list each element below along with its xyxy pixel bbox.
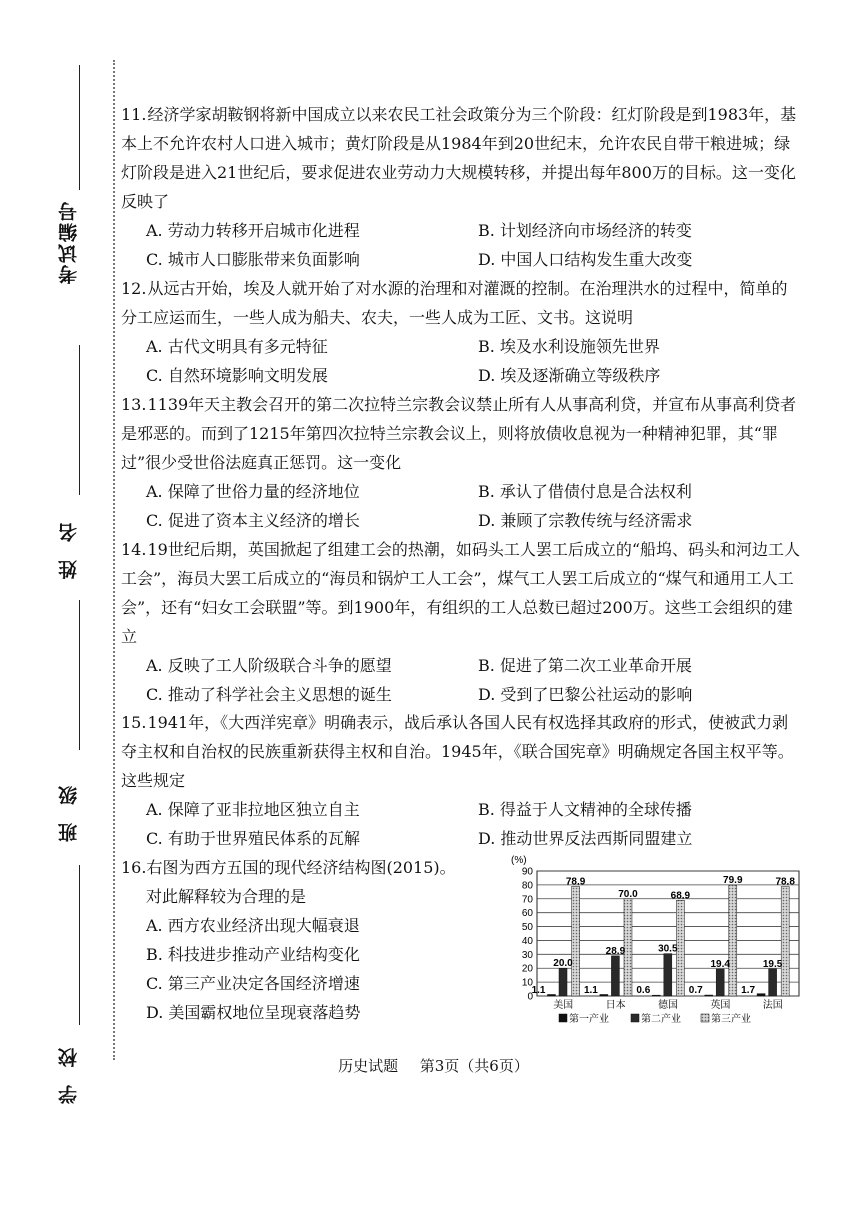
option-c[interactable]: C. 推动了科学社会主义思想的诞生 [146, 685, 392, 704]
name-label: 姓名 [58, 505, 80, 579]
option-d[interactable]: D. 美国霸权地位呈现衰落趋势 [146, 1003, 361, 1022]
name-line [79, 345, 80, 495]
option-a[interactable]: A. 反映了工人阶级联合斗争的愿望 [146, 656, 392, 675]
bar-第一产业-德国 [652, 995, 660, 996]
bar-第二产业-德国 [664, 954, 672, 996]
page-number: 第3页（共6页） [419, 1057, 529, 1075]
economy-structure-chart [503, 851, 803, 1033]
option-c[interactable]: C. 有助于世界殖民体系的瓦解 [146, 829, 360, 848]
data-label: 0.6 [636, 985, 651, 996]
chart-svg [503, 851, 803, 1033]
option-a[interactable]: A. 保障了世俗力量的经济地位 [146, 482, 360, 501]
options [121, 216, 801, 274]
data-label: 19.4 [710, 959, 730, 971]
binding-margin [0, 0, 115, 1227]
exam-no-line [79, 65, 80, 190]
bar-第三产业-法国 [781, 887, 789, 996]
y-tick-label: 70 [521, 894, 533, 906]
y-tick-label: 50 [521, 922, 533, 934]
class-line [79, 600, 80, 750]
seal-line [113, 60, 115, 1060]
data-label: 78.8 [775, 876, 795, 888]
question-11 [121, 100, 801, 274]
data-label: 78.9 [565, 876, 586, 888]
options [121, 795, 801, 853]
category-label: 法国 [762, 1000, 783, 1011]
question-stem: 14.19世纪后期，英国掀起了组建工会的热潮，如码头工人罢工后成立的“船坞、码头和河边工人工会”，海员大罢工后成立的“海员和锅炉工人工会”，煤气工人罢工后成立的“煤气和通用工人工会”，还有“妇女工会联盟”等。到1900年，有组织的工人总数已超过200万。这些工会组织的建立 [121, 540, 800, 646]
question-15 [121, 708, 801, 853]
bar-第二产业-英国 [716, 969, 724, 996]
bar-第三产业-美国 [572, 886, 580, 996]
data-label: 20.0 [553, 958, 573, 970]
options [121, 651, 801, 709]
category-label: 英国 [710, 1000, 731, 1011]
option-d[interactable]: D. 推动世界反法西斯同盟建立 [478, 829, 693, 848]
bar-第二产业-法国 [769, 969, 777, 996]
data-label: 68.9 [670, 890, 691, 902]
options [121, 477, 801, 535]
question-stem-continued: 对此解释较为合理的是 [146, 887, 307, 906]
legend-label: 第二产业 [641, 1014, 681, 1025]
data-label: 1.1 [583, 985, 598, 996]
bar-第一产业-法国 [757, 994, 765, 996]
option-b[interactable]: B. 促进了第二次工业革命开展 [478, 656, 692, 675]
bar-第一产业-英国 [705, 995, 713, 996]
school-label: 学校 [58, 1030, 80, 1104]
bar-第二产业-日本 [611, 956, 619, 996]
option-a[interactable]: A. 西方农业经济出现大幅衰退 [146, 916, 360, 935]
question-12 [121, 274, 801, 390]
category-label: 日本 [605, 1000, 626, 1011]
option-c[interactable]: C. 促进了资本主义经济的增长 [146, 511, 360, 530]
class-label: 班级 [58, 768, 80, 842]
option-c[interactable]: C. 第三产业决定各国经济增速 [146, 974, 360, 993]
legend-swatch [631, 1014, 639, 1022]
page-footer [0, 1055, 867, 1076]
options [121, 332, 801, 390]
category-label: 德国 [658, 1000, 678, 1011]
y-tick-label: 0 [527, 991, 533, 1003]
exam-no-label: 考试编号 [58, 200, 80, 284]
option-d[interactable]: D. 中国人口结构发生重大改变 [478, 250, 693, 269]
bar-第一产业-美国 [547, 994, 555, 996]
question-stem: 16.右图为西方五国的现代经济结构图(2015)。 [121, 858, 456, 877]
option-b[interactable]: B. 科技进步推动产业结构变化 [146, 945, 360, 964]
subject-label: 历史试题 [338, 1057, 399, 1075]
y-tick-label: 80 [521, 880, 533, 892]
question-stem: 12.从远古开始，埃及人就开始了对水源的治理和对灌溉的控制。在治理洪水的过程中，简单的分工应运而生，一些人成为船夫、农夫，一些人成为工匠、文书。这说明 [121, 279, 788, 327]
y-tick-label: 20 [521, 963, 533, 975]
category-label: 美国 [553, 1000, 574, 1011]
bar-第二产业-美国 [559, 968, 567, 996]
option-d[interactable]: D. 受到了巴黎公社运动的影响 [478, 685, 693, 704]
option-b[interactable]: B. 得益于人文精神的全球传播 [478, 800, 692, 819]
question-stem: 11.经济学家胡鞍钢将新中国成立以来农民工社会政策分为三个阶段：红灯阶段是到1983年，基本上不允许农村人口进入城市；黄灯阶段是从1984年到20世纪末，允许农民自带干粮进城；绿灯阶段是进入21世纪后，要求促进农业劳动力大规模转移，并提出每年800万的目标。这一变化反映了 [121, 105, 797, 211]
y-tick-label: 90 [521, 866, 533, 878]
chart-unit-label: (%) [511, 855, 527, 866]
option-c[interactable]: C. 城市人口膨胀带来负面影响 [146, 250, 360, 269]
y-tick-label: 60 [521, 908, 533, 920]
option-a[interactable]: A. 古代文明具有多元特征 [146, 337, 328, 356]
question-stem: 13.1139年天主教会召开的第二次拉特兰宗教会议禁止所有人从事高利贷，并宣布从事高利贷者是邪恶的。而到了1215年第四次拉特兰宗教会议上，则将放债收息视为一种精神犯罪，其“罪过”很少受世俗法庭真正惩罚。这一变化 [121, 395, 797, 472]
bar-第三产业-德国 [676, 900, 684, 996]
legend-label: 第三产业 [711, 1014, 751, 1025]
data-label: 1.7 [741, 985, 756, 996]
option-b[interactable]: B. 计划经济向市场经济的转变 [478, 221, 692, 240]
school-line [79, 865, 80, 1025]
bar-第三产业-日本 [624, 899, 632, 996]
data-label: 28.9 [605, 945, 626, 957]
data-label: 1.1 [531, 985, 546, 996]
y-tick-label: 30 [521, 949, 533, 961]
data-label: 30.5 [658, 943, 678, 955]
question-13 [121, 390, 801, 535]
legend-label: 第一产业 [569, 1014, 609, 1025]
y-tick-label: 10 [521, 977, 533, 989]
y-tick-label: 40 [521, 935, 533, 947]
data-label: 0.7 [688, 985, 703, 996]
data-label: 70.0 [618, 888, 638, 900]
bar-第一产业-日本 [600, 994, 608, 996]
question-14 [121, 535, 801, 709]
option-d[interactable]: D. 兼顾了宗教传统与经济需求 [478, 511, 693, 530]
bar-第三产业-英国 [729, 885, 737, 996]
data-label: 19.5 [762, 958, 783, 970]
option-d[interactable]: D. 埃及逐渐确立等级秩序 [478, 366, 661, 385]
option-a[interactable]: A. 保障了亚非拉地区独立自主 [146, 800, 360, 819]
question-stem: 15.1941年，《大西洋宪章》明确表示，战后承认各国人民有权选择其政府的形式，使被武力剥夺主权和自治权的民族重新获得主权和自治。1945年，《联合国宪章》明确规定各国主权平等。这些规定 [121, 713, 794, 790]
legend-swatch [701, 1014, 709, 1022]
option-b[interactable]: B. 埃及水利设施领先世界 [478, 337, 660, 356]
option-c[interactable]: C. 自然环境影响文明发展 [146, 366, 328, 385]
data-label: 79.9 [723, 875, 743, 887]
option-b[interactable]: B. 承认了借债付息是合法权利 [478, 482, 692, 501]
option-a[interactable]: A. 劳动力转移开启城市化进程 [146, 221, 360, 240]
legend-swatch [559, 1014, 567, 1022]
question-16 [121, 853, 481, 1027]
